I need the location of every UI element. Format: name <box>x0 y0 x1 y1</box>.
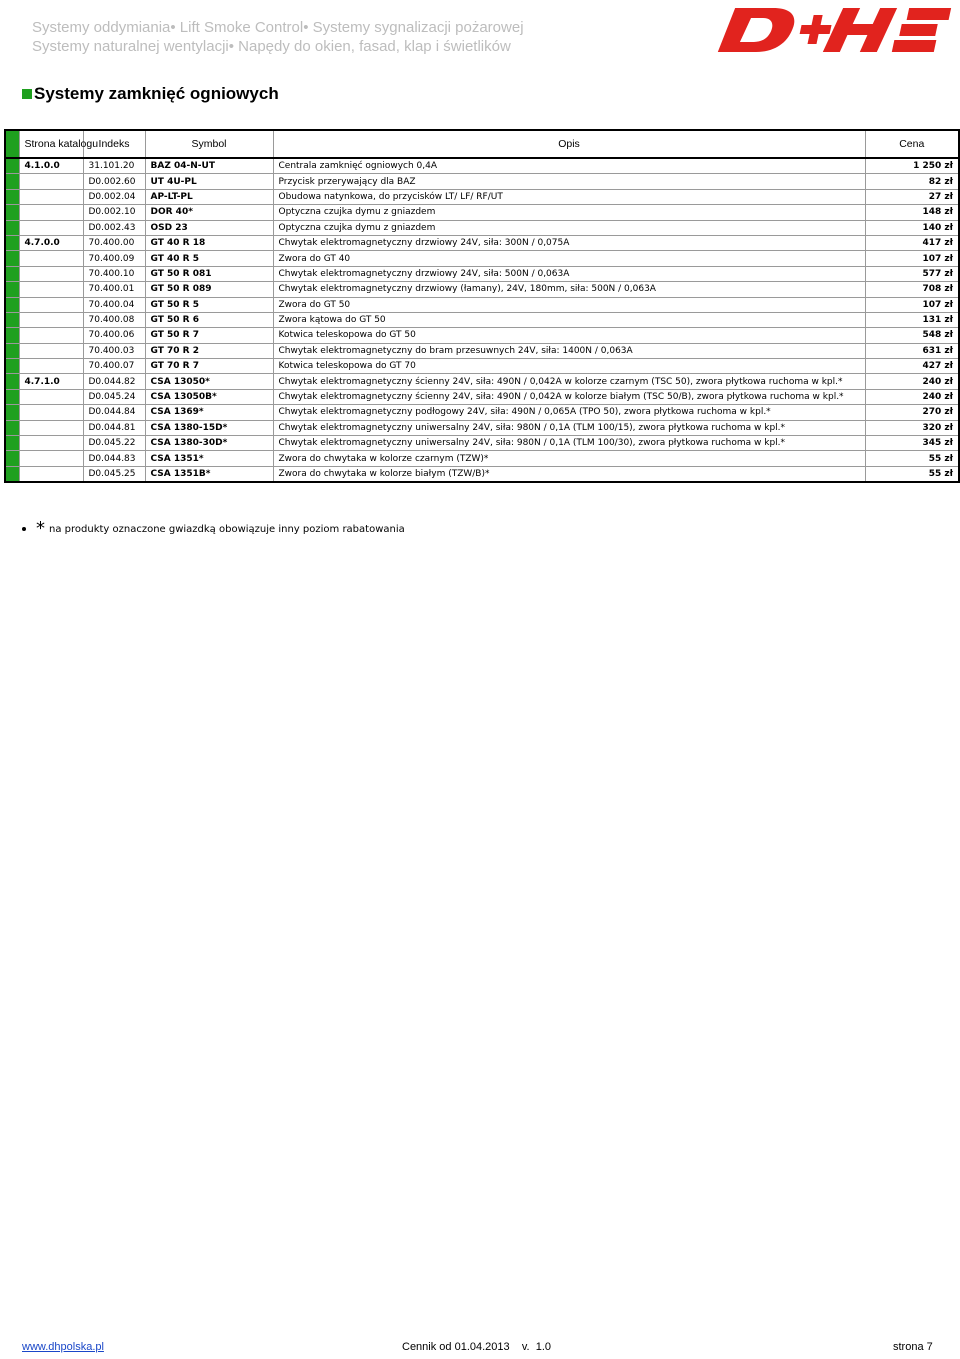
cell-strona <box>19 266 83 281</box>
cell-cena: 631 zł <box>865 343 959 358</box>
table-row <box>5 359 959 374</box>
cell-strona <box>19 205 83 220</box>
cell-strona <box>19 312 83 327</box>
cell-indeks: D0.044.82 <box>83 374 145 389</box>
cell-indeks: D0.002.60 <box>83 174 145 189</box>
cell-opis: Chwytak elektromagnetyczny uniwersalny 24V, siła: 980N / 0,1A (TLM 100/15), zwora płytkowa ruchoma w kpl.* <box>273 420 865 435</box>
cell-cena: 270 zł <box>865 405 959 420</box>
group-marker <box>5 130 19 158</box>
group-marker <box>5 174 19 189</box>
cell-cena: 240 zł <box>865 374 959 389</box>
green-square-icon <box>22 89 32 99</box>
col-strona: Strona katalogu <box>19 130 83 158</box>
cell-strona <box>19 389 83 404</box>
cell-symbol: DOR 40* <box>145 205 273 220</box>
col-cena: Cena <box>865 130 959 158</box>
cell-symbol: GT 40 R 5 <box>145 251 273 266</box>
cell-cena: 577 zł <box>865 266 959 281</box>
table-row <box>5 297 959 312</box>
cell-strona <box>19 466 83 482</box>
group-marker <box>5 158 19 174</box>
section-title <box>22 84 279 104</box>
cell-cena: 107 zł <box>865 297 959 312</box>
group-marker <box>5 282 19 297</box>
group-marker <box>5 312 19 327</box>
table-row <box>5 466 959 482</box>
cell-opis: Obudowa natynkowa, do przycisków LT/ LF/ RF/UT <box>273 189 865 204</box>
cell-strona <box>19 220 83 235</box>
cell-strona <box>19 343 83 358</box>
cell-strona <box>19 297 83 312</box>
cell-indeks: 70.400.01 <box>83 282 145 297</box>
table-row <box>5 282 959 297</box>
footnote-text: na produkty oznaczone gwiazdką obowiązuje inny poziom rabatowania <box>49 523 405 535</box>
cell-indeks: 31.101.20 <box>83 158 145 174</box>
group-marker <box>5 451 19 466</box>
table-row <box>5 189 959 204</box>
cell-strona <box>19 189 83 204</box>
cell-indeks: D0.045.24 <box>83 389 145 404</box>
table-row <box>5 312 959 327</box>
cell-strona <box>19 359 83 374</box>
cell-opis: Chwytak elektromagnetyczny ścienny 24V, siła: 490N / 0,042A w kolorze białym (TSC 50/B), zwora płytkowa ruchoma w kpl.* <box>273 389 865 404</box>
cell-indeks: 70.400.04 <box>83 297 145 312</box>
cell-cena: 345 zł <box>865 436 959 451</box>
cell-indeks: 70.400.07 <box>83 359 145 374</box>
cell-cena: 55 zł <box>865 451 959 466</box>
cell-symbol: GT 50 R 5 <box>145 297 273 312</box>
cell-symbol: GT 70 R 2 <box>145 343 273 358</box>
table-row <box>5 205 959 220</box>
cell-strona <box>19 451 83 466</box>
cell-symbol: CSA 13050* <box>145 374 273 389</box>
group-marker <box>5 374 19 389</box>
cell-symbol: AP-LT-PL <box>145 189 273 204</box>
cell-symbol: CSA 1380-30D* <box>145 436 273 451</box>
cell-cena: 708 zł <box>865 282 959 297</box>
group-marker <box>5 328 19 343</box>
table-row <box>5 328 959 343</box>
cell-indeks: D0.002.10 <box>83 205 145 220</box>
dh-logo-graphic <box>714 4 944 56</box>
group-marker <box>5 420 19 435</box>
cell-opis: Kotwica teleskopowa do GT 50 <box>273 328 865 343</box>
cell-strona <box>19 328 83 343</box>
cell-strona: 4.7.0.0 <box>19 235 83 250</box>
cell-opis: Zwora do GT 40 <box>273 251 865 266</box>
cell-cena: 1 250 zł <box>865 158 959 174</box>
footer-website-link[interactable]: www.dhpolska.pl <box>22 1341 104 1353</box>
cell-indeks: 70.400.00 <box>83 235 145 250</box>
col-opis: Opis <box>273 130 865 158</box>
group-marker <box>5 405 19 420</box>
cell-cena: 82 zł <box>865 174 959 189</box>
cell-opis: Kotwica teleskopowa do GT 70 <box>273 359 865 374</box>
cell-cena: 427 zł <box>865 359 959 374</box>
cell-strona <box>19 282 83 297</box>
group-marker <box>5 389 19 404</box>
cell-opis: Zwora do GT 50 <box>273 297 865 312</box>
table-row <box>5 158 959 174</box>
cell-symbol: CSA 1351B* <box>145 466 273 482</box>
table-row <box>5 420 959 435</box>
cell-symbol: GT 40 R 18 <box>145 235 273 250</box>
cell-opis: Chwytak elektromagnetyczny drzwiowy (łamany), 24V, 180mm, siła: 500N / 0,063A <box>273 282 865 297</box>
footer-page-number: strona 7 <box>893 1341 933 1353</box>
cell-opis: Zwora kątowa do GT 50 <box>273 312 865 327</box>
cell-symbol: CSA 1369* <box>145 405 273 420</box>
cell-indeks: D0.044.81 <box>83 420 145 435</box>
cell-indeks: 70.400.03 <box>83 343 145 358</box>
cell-opis: Chwytak elektromagnetyczny drzwiowy 24V, siła: 300N / 0,075A <box>273 235 865 250</box>
cell-symbol: CSA 1351* <box>145 451 273 466</box>
cell-cena: 140 zł <box>865 220 959 235</box>
group-marker <box>5 189 19 204</box>
cell-strona <box>19 251 83 266</box>
table-row <box>5 174 959 189</box>
cell-opis: Zwora do chwytaka w kolorze czarnym (TZW)* <box>273 451 865 466</box>
cell-opis: Optyczna czujka dymu z gniazdem <box>273 205 865 220</box>
cell-indeks: 70.400.10 <box>83 266 145 281</box>
cell-indeks: D0.045.22 <box>83 436 145 451</box>
table-row <box>5 374 959 389</box>
table-row <box>5 436 959 451</box>
header-line-2: Systemy naturalnej wentylacji• Napędy do okien, fasad, klap i świetlików <box>32 38 511 55</box>
cell-symbol: UT 4U-PL <box>145 174 273 189</box>
cell-cena: 55 zł <box>865 466 959 482</box>
cell-indeks: D0.002.43 <box>83 220 145 235</box>
cell-cena: 27 zł <box>865 189 959 204</box>
col-symbol: Symbol <box>145 130 273 158</box>
group-marker <box>5 436 19 451</box>
group-marker <box>5 359 19 374</box>
cell-opis: Chwytak elektromagnetyczny ścienny 24V, siła: 490N / 0,042A w kolorze czarnym (TSC 50), zwora płytkowa ruchoma w kpl.* <box>273 374 865 389</box>
group-marker <box>5 266 19 281</box>
table-row <box>5 405 959 420</box>
cell-opis: Przycisk przerywający dla BAZ <box>273 174 865 189</box>
cell-opis: Chwytak elektromagnetyczny drzwiowy 24V, siła: 500N / 0,063A <box>273 266 865 281</box>
cell-opis: Chwytak elektromagnetyczny podłogowy 24V, siła: 490N / 0,065A (TPO 50), zwora płytkowa ruchoma w kpl.* <box>273 405 865 420</box>
cell-opis: Chwytak elektromagnetyczny do bram przesuwnych 24V, siła: 1400N / 0,063A <box>273 343 865 358</box>
table-row <box>5 251 959 266</box>
group-marker <box>5 343 19 358</box>
section-title-text: Systemy zamknięć ogniowych <box>34 84 279 103</box>
header-line-1: Systemy oddymiania• Lift Smoke Control• Systemy sygnalizacji pożarowej <box>32 19 524 36</box>
table-row <box>5 389 959 404</box>
group-marker <box>5 251 19 266</box>
cell-strona <box>19 174 83 189</box>
table-row <box>5 343 959 358</box>
table-header-row <box>5 130 959 158</box>
cell-indeks: 70.400.08 <box>83 312 145 327</box>
cell-strona: 4.7.1.0 <box>19 374 83 389</box>
cell-symbol: OSD 23 <box>145 220 273 235</box>
group-marker <box>5 297 19 312</box>
cell-opis: Centrala zamknięć ogniowych 0,4A <box>273 158 865 174</box>
cell-symbol: GT 50 R 089 <box>145 282 273 297</box>
price-table <box>4 129 960 483</box>
cell-strona <box>19 405 83 420</box>
cell-cena: 107 zł <box>865 251 959 266</box>
cell-indeks: D0.045.25 <box>83 466 145 482</box>
group-marker <box>5 205 19 220</box>
bullet-icon <box>22 527 26 531</box>
cell-cena: 148 zł <box>865 205 959 220</box>
cell-strona <box>19 436 83 451</box>
cell-symbol: BAZ 04-N-UT <box>145 158 273 174</box>
col-indeks: Indeks <box>83 130 145 158</box>
cell-indeks: 70.400.06 <box>83 328 145 343</box>
table-row <box>5 235 959 250</box>
cell-symbol: GT 50 R 081 <box>145 266 273 281</box>
footnote <box>22 518 405 539</box>
cell-symbol: GT 50 R 7 <box>145 328 273 343</box>
cell-symbol: CSA 1380-15D* <box>145 420 273 435</box>
footer-date: Cennik od 01.04.2013 v. 1.0 <box>402 1341 552 1353</box>
group-marker <box>5 235 19 250</box>
group-marker <box>5 220 19 235</box>
cell-opis: Optyczna czujka dymu z gniazdem <box>273 220 865 235</box>
table-row <box>5 266 959 281</box>
cell-strona: 4.1.0.0 <box>19 158 83 174</box>
cell-symbol: CSA 13050B* <box>145 389 273 404</box>
group-marker <box>5 466 19 482</box>
cell-cena: 417 zł <box>865 235 959 250</box>
table-row <box>5 220 959 235</box>
cell-symbol: GT 50 R 6 <box>145 312 273 327</box>
cell-cena: 548 zł <box>865 328 959 343</box>
cell-cena: 320 zł <box>865 420 959 435</box>
cell-symbol: GT 70 R 7 <box>145 359 273 374</box>
cell-indeks: D0.044.84 <box>83 405 145 420</box>
cell-cena: 240 zł <box>865 389 959 404</box>
cell-cena: 131 zł <box>865 312 959 327</box>
cell-indeks: D0.044.83 <box>83 451 145 466</box>
cell-strona <box>19 420 83 435</box>
cell-indeks: D0.002.04 <box>83 189 145 204</box>
footnote-star: * <box>36 518 45 539</box>
header-slogan <box>32 18 524 56</box>
dh-logo <box>714 4 944 60</box>
table-row <box>5 451 959 466</box>
cell-opis: Zwora do chwytaka w kolorze białym (TZW/B)* <box>273 466 865 482</box>
cell-opis: Chwytak elektromagnetyczny uniwersalny 24V, siła: 980N / 0,1A (TLM 100/30), zwora płytkowa ruchoma w kpl.* <box>273 436 865 451</box>
cell-indeks: 70.400.09 <box>83 251 145 266</box>
